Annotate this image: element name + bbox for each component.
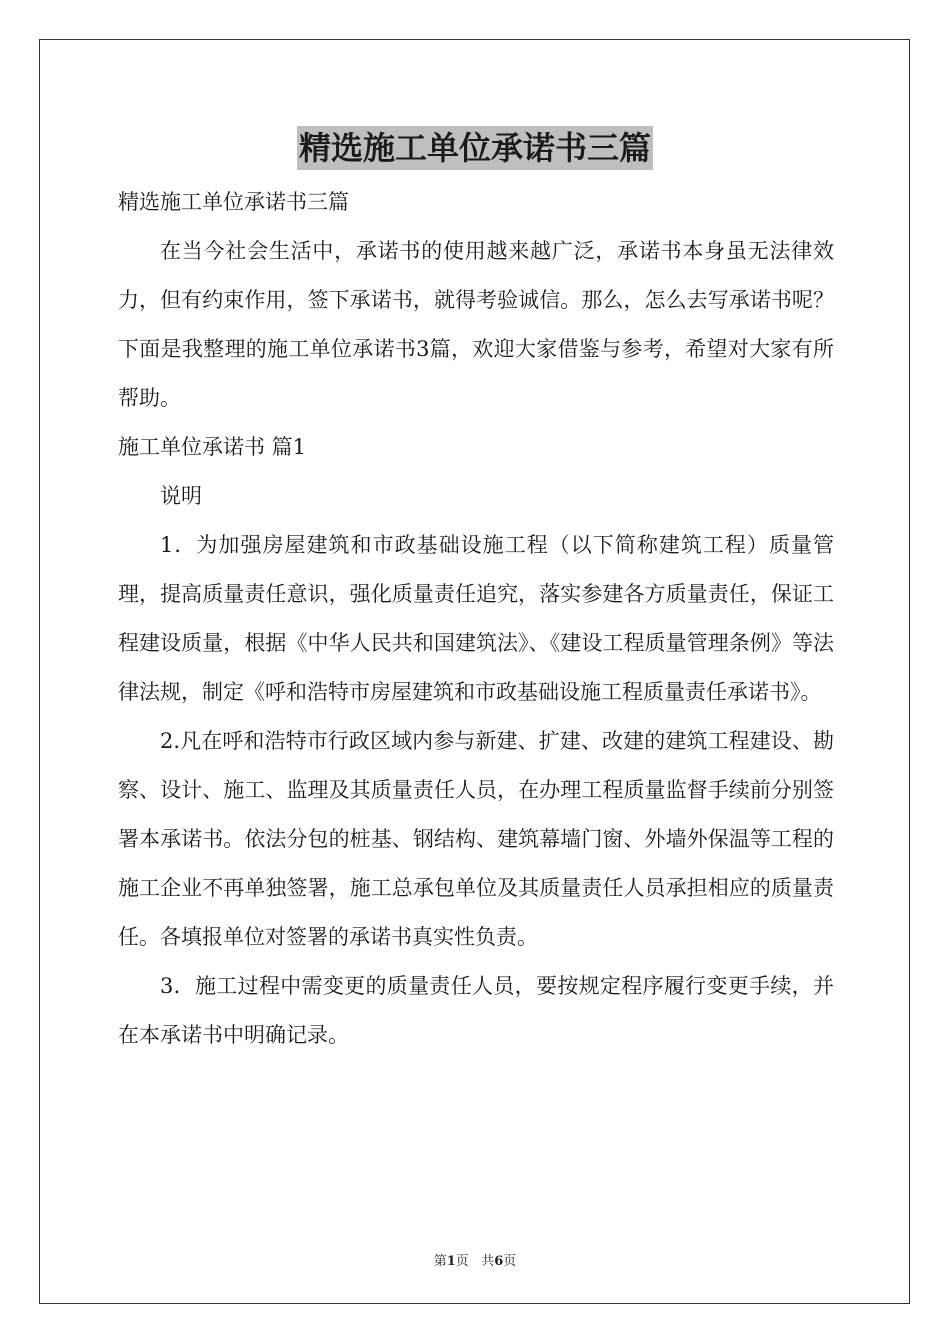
subtitle-line: 精选施工单位承诺书三篇 bbox=[118, 190, 349, 214]
intro-paragraph: 在当今社会生活中，承诺书的使用越来越广泛，承诺书本身虽无法律效力，但有约束作用，签下承诺书，就得考验诚信。那么，怎么去写承诺书呢？下面是我整理的施工单位承诺书3篇，欢迎大家借鉴与参考，希望对大家有所帮助。 bbox=[118, 239, 834, 410]
page-suffix: 页 bbox=[455, 1254, 469, 1269]
page-total: 6 bbox=[494, 1254, 504, 1269]
total-prefix: 共 bbox=[481, 1254, 495, 1269]
page-current: 1 bbox=[446, 1254, 456, 1269]
clause-2-paragraph: 2.凡在呼和浩特市行政区域内参与新建、扩建、改建的建筑工程建设、勘察、设计、施工、监理及其质量责任人员，在办理工程质量监督手续前分别签署本承诺书。依法分包的桩基、钢结构、建筑幕墙门窗、外墙外保温等工程的施工企业不再单独签署，施工总承包单位及其质量责任人员承担相应的质量责任。各填报单位对签署的承诺书真实性负责。 bbox=[118, 729, 834, 949]
page-prefix: 第 bbox=[433, 1254, 447, 1269]
document-title: 精选施工单位承诺书三篇 bbox=[297, 126, 653, 170]
clause-1-paragraph: 1．为加强房屋建筑和市政基础设施工程（以下简称建筑工程）质量管理，提高质量责任意识，强化质量责任追究，落实参建各方质量责任，保证工程建设质量，根据《中华人民共和国建筑法》、《建设工程质量管理条例》等法律法规，制定《呼和浩特市房屋建筑和市政基础设施工程质量责任承诺书》。 bbox=[118, 533, 834, 704]
page-footer bbox=[0, 1250, 950, 1269]
document-body bbox=[118, 178, 834, 1060]
total-suffix: 页 bbox=[503, 1254, 517, 1269]
clause-3-paragraph: 3．施工过程中需变更的质量责任人员，要按规定程序履行变更手续，并在本承诺书中明确记录。 bbox=[118, 974, 834, 1047]
explanation-heading: 说明 bbox=[160, 484, 202, 508]
section-heading: 施工单位承诺书 篇1 bbox=[118, 435, 307, 459]
title-container bbox=[0, 126, 950, 170]
